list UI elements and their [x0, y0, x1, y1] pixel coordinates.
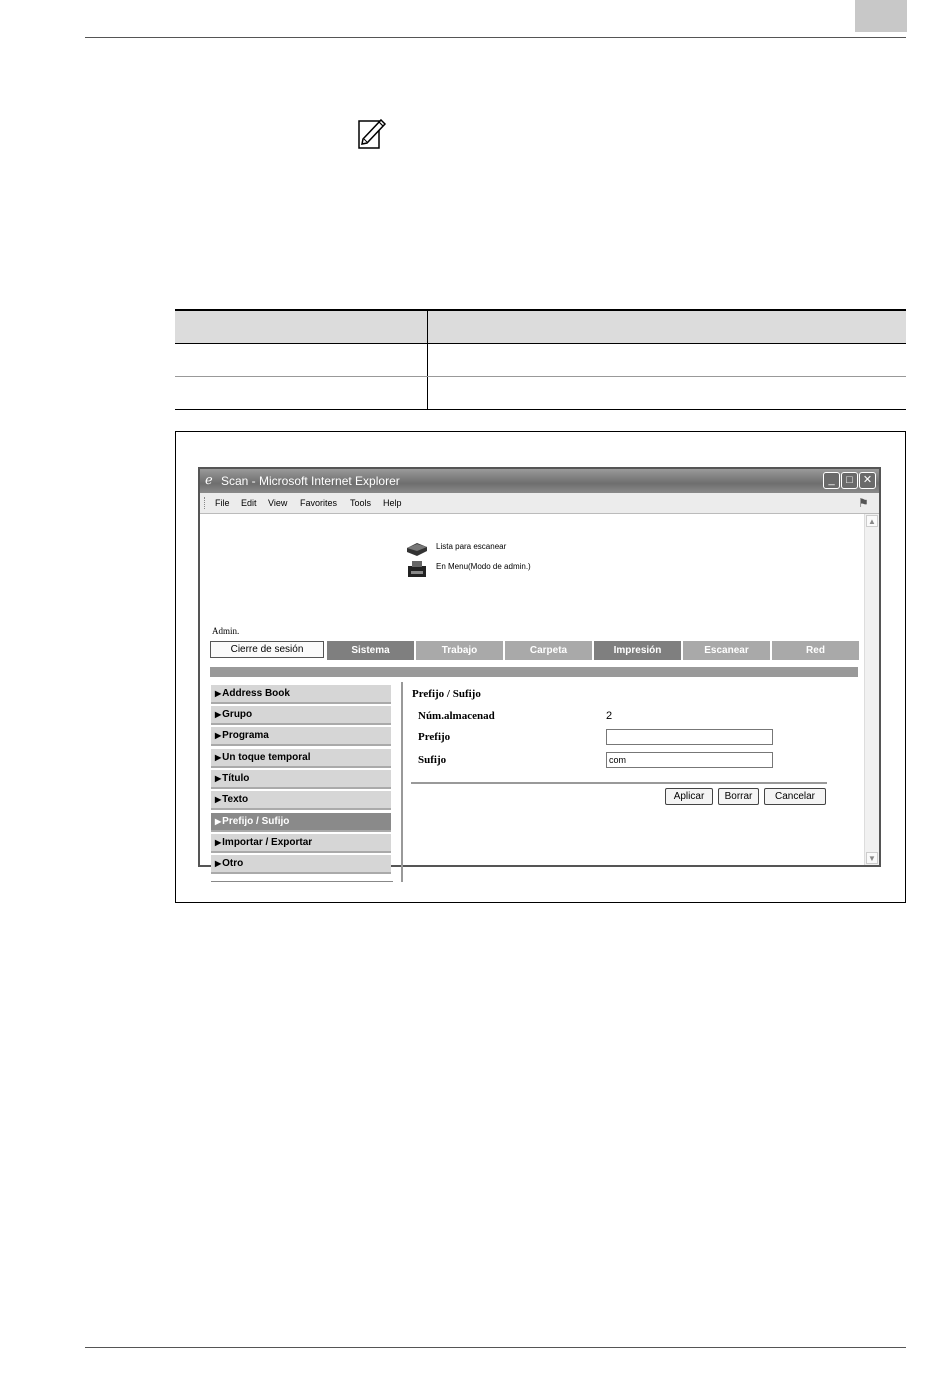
sidebar-item-texto[interactable]: ▶Texto — [211, 791, 391, 810]
ie-logo-icon: ℯ — [205, 472, 213, 487]
tab-impresion[interactable]: Impresión — [594, 641, 681, 660]
page-content — [200, 514, 879, 869]
tab-carpeta[interactable]: Carpeta — [505, 641, 592, 660]
triangle-right-icon: ▶ — [215, 774, 222, 783]
browser-window — [198, 467, 881, 867]
scroll-up-icon[interactable]: ▲ — [866, 515, 878, 527]
menu-view[interactable]: View — [268, 498, 288, 508]
suffix-label: Sufijo — [418, 754, 447, 766]
prefix-label: Prefijo — [418, 731, 451, 743]
vertical-scrollbar[interactable] — [864, 514, 879, 865]
user-label: Admin. — [212, 626, 240, 636]
num-stored-label: Núm.almacenad — [418, 710, 495, 722]
triangle-right-icon: ▶ — [215, 859, 222, 868]
menu-bar — [200, 493, 879, 514]
header-rule — [85, 37, 906, 38]
prefix-input[interactable] — [606, 729, 773, 745]
printer-icon — [406, 559, 428, 579]
suffix-input[interactable]: com — [606, 752, 773, 768]
status-ready: Lista para escanear — [436, 542, 507, 551]
clear-button[interactable]: Borrar — [718, 788, 759, 805]
windows-flag-icon: ⚑ — [858, 496, 869, 510]
apply-button[interactable]: Aplicar — [665, 788, 713, 805]
triangle-right-icon: ▶ — [215, 795, 222, 804]
menu-help[interactable]: Help — [383, 498, 402, 508]
tab-underline-band — [210, 667, 858, 677]
menu-edit[interactable]: Edit — [241, 498, 257, 508]
window-title: Scan - Microsoft Internet Explorer — [221, 474, 400, 488]
title-bar[interactable] — [200, 469, 879, 493]
tab-escanear[interactable]: Escanear — [683, 641, 770, 660]
sidebar-item-address-book[interactable]: ▶Address Book — [211, 685, 391, 704]
note-pencil-icon — [357, 117, 387, 151]
menu-file[interactable]: File — [215, 498, 230, 508]
table-row — [175, 344, 906, 377]
triangle-right-icon: ▶ — [215, 817, 222, 826]
table-header-row — [175, 310, 906, 344]
cancel-button[interactable]: Cancelar — [764, 788, 826, 805]
menu-favorites[interactable]: Favorites — [300, 498, 338, 508]
sidebar-divider — [401, 682, 403, 882]
panel-title: Prefijo / Sufijo — [412, 688, 481, 700]
menu-tools[interactable]: Tools — [350, 498, 372, 508]
minimize-icon[interactable]: _ — [823, 472, 840, 489]
status-mode: En Menu(Modo de admin.) — [436, 562, 531, 571]
settings-table — [175, 309, 906, 410]
page-corner-tab — [855, 0, 907, 32]
tab-trabajo[interactable]: Trabajo — [416, 641, 503, 660]
sidebar-item-grupo[interactable]: ▶Grupo — [211, 706, 391, 725]
sidebar-bottom-rule — [211, 881, 393, 882]
panel-divider — [411, 782, 827, 784]
scanner-icon — [406, 541, 428, 557]
scroll-down-icon[interactable]: ▼ — [866, 852, 878, 864]
tab-sistema[interactable]: Sistema — [327, 641, 414, 660]
logout-button[interactable]: Cierre de sesión — [210, 641, 324, 658]
sidebar-item-programa[interactable]: ▶Programa — [211, 727, 391, 746]
toolbar-grip — [204, 497, 207, 509]
sidebar-item-titulo[interactable]: ▶Título — [211, 770, 391, 789]
triangle-right-icon: ▶ — [215, 731, 222, 740]
table-row — [175, 377, 906, 410]
maximize-icon[interactable]: □ — [841, 472, 858, 489]
triangle-right-icon: ▶ — [215, 710, 222, 719]
sidebar-item-prefijo-sufijo[interactable]: ▶Prefijo / Sufijo — [211, 813, 391, 832]
sidebar-item-otro[interactable]: ▶Otro — [211, 855, 391, 874]
sidebar-item-un-toque-temporal[interactable]: ▶Un toque temporal — [211, 749, 391, 768]
sidebar-item-importar-exportar[interactable]: ▶Importar / Exportar — [211, 834, 391, 853]
triangle-right-icon: ▶ — [215, 753, 222, 762]
close-icon[interactable]: ✕ — [859, 472, 876, 489]
num-stored-value: 2 — [606, 710, 613, 722]
triangle-right-icon: ▶ — [215, 838, 222, 847]
triangle-right-icon: ▶ — [215, 689, 222, 698]
tab-red[interactable]: Red — [772, 641, 859, 660]
footer-rule — [85, 1347, 906, 1348]
